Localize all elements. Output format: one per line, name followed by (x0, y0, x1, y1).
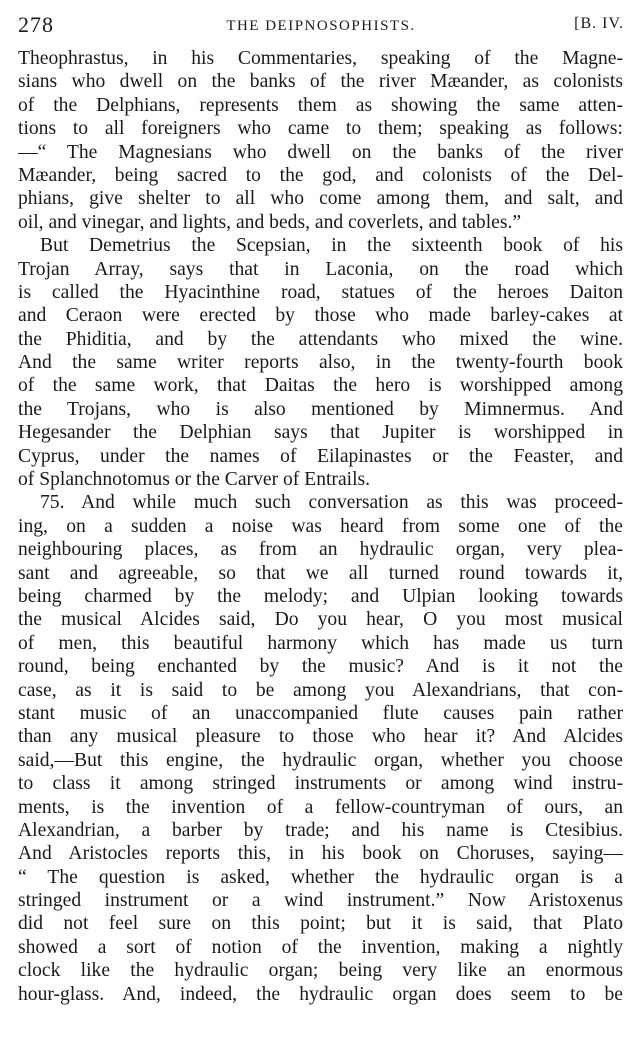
text-line: of the Delphians, represents them as showing the same atten- (18, 94, 623, 116)
text-line: Cyprus, under the names of Eilapinastes or the Feaster, and (18, 445, 623, 467)
text-line: neighbouring places, as from an hydraulic organ, very plea- (18, 539, 623, 561)
text-line: is called the Hyacinthine road, statues of the heroes Daiton (18, 281, 623, 303)
text-line: tions to all foreigners who came to them; speaking as follows: (18, 118, 623, 140)
text-line: showed a sort of notion of the invention, making a nightly (18, 936, 623, 958)
text-line: round, being enchanted by the music? And is it not the (18, 656, 623, 678)
text-line: being charmed by the melody; and Ulpian looking towards (18, 585, 623, 607)
text-line: sians who dwell on the banks of the river Mæander, as colonists (18, 71, 623, 93)
running-title: THE DEIPNOSOPHISTS. (226, 18, 416, 34)
text-line: of Splanchnotomus or the Carver of Entrails. (18, 469, 371, 491)
text-line: —“ The Magnesians who dwell on the banks of the river (18, 141, 623, 163)
text-line: the Phiditia, and by the attendants who mixed the wine. (18, 328, 623, 350)
text-line: Mæander, being sacred to the god, and colonists of the Del- (18, 164, 623, 186)
text-line: hour-glass. And, indeed, the hydraulic organ does seem to be (18, 983, 623, 1005)
text-line: ments, is the invention of a fellow-countryman of ours, an (18, 796, 623, 818)
text-line: Trojan Array, says that in Laconia, on the road which (18, 258, 623, 280)
text-line: clock like the hydraulic organ; being very like an enormous (18, 960, 623, 982)
text-line: of men, this beautiful harmony which has made us turn (18, 632, 623, 654)
text-line: oil, and vinegar, and lights, and beds, and coverlets, and tables.” (18, 211, 522, 233)
text-line: did not feel sure on this point; but it is said, that Plato (18, 913, 623, 935)
text-line: And Aristocles reports this, in his book on Choruses, saying— (18, 843, 623, 865)
text-line: stringed instrument or a wind instrument.” Now Aristoxenus (18, 890, 623, 912)
text-line: of the same work, that Daitas the hero is worshipped among (18, 375, 623, 397)
text-line: and Ceraon were erected by those who made barley-cakes at (18, 305, 623, 327)
text-line: said,—But this engine, the hydraulic organ, whether you choose (18, 749, 623, 771)
body-text (18, 47, 623, 1006)
text-line: phians, give shelter to all who come among them, and salt, and (18, 188, 623, 210)
text-line: ing, on a sudden a noise was heard from some one of the (18, 515, 623, 537)
text-line: Theophrastus, in his Commentaries, speaking of the Magne- (18, 48, 623, 69)
text-line: stant music of an unaccompanied flute causes pain rather (18, 702, 623, 724)
text-line: the Trojans, who is also mentioned by Mimnermus. And (18, 398, 623, 420)
text-line: than any musical pleasure to those who hear it? And Alcides (18, 726, 623, 748)
text-line: “ The question is asked, whether the hydraulic organ is a (18, 866, 623, 888)
text-line: And the same writer reports also, in the twenty-fourth book (18, 352, 623, 374)
text-line: Alexandrian, a barber by trade; and his name is Ctesibius. (18, 819, 623, 841)
text-line: Hegesander the Delphian says that Jupiter is worshipped in (18, 422, 623, 444)
text-line: case, as it is said to be among you Alexandrians, that con- (18, 679, 623, 701)
page-number: 278 (18, 12, 54, 37)
page-header (18, 10, 624, 40)
text-line: But Demetrius the Scepsian, in the sixteenth book of his (40, 235, 623, 257)
text-line: the musical Alcides said, Do you hear, O you most musical (18, 609, 623, 631)
text-line: 75. And while much such conversation as this was proceed- (40, 492, 623, 514)
text-line: sant and agreeable, so that we all turned round towards it, (18, 562, 623, 584)
section-reference: [B. IV. (574, 15, 624, 32)
text-line: to class it among stringed instruments or among wind instru- (18, 773, 623, 795)
